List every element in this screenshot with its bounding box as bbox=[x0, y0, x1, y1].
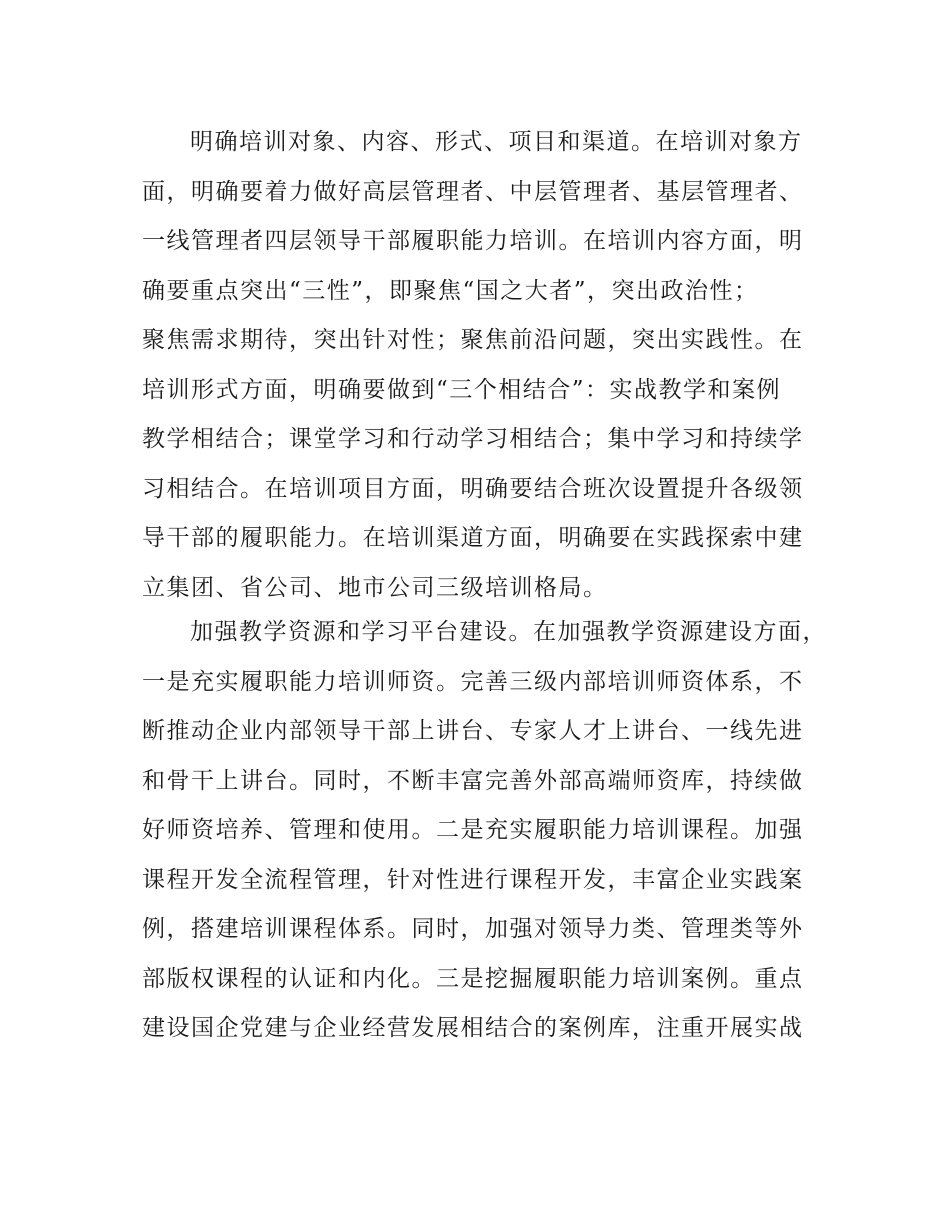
text-line: 明确培训对象、内容、形式、项目和渠道。在培训对象方 bbox=[190, 129, 803, 155]
text-line: 导干部的履职能力。在培训渠道方面，明确要在实践探索中建 bbox=[142, 525, 804, 551]
text-line: 一是充实履职能力培训师资。完善三级内部培训师资体系，不 bbox=[142, 668, 804, 695]
text-line: 立集团、省公司、地市公司三级培训格局。 bbox=[142, 574, 608, 601]
text-line: 例，搭建培训课程体系。同时，加强对领导力类、管理类等外 bbox=[142, 916, 804, 942]
text-line: 教学相结合；课堂学习和行动学习相结合；集中学习和持续学 bbox=[142, 426, 804, 452]
text-line: 好师资培养、管理和使用。二是充实履职能力培训课程。加强 bbox=[142, 817, 804, 843]
text-line: 加强教学资源和学习平台建设。在加强教学资源建设方面， bbox=[190, 619, 827, 645]
text-line: 断推动企业内部领导干部上讲台、专家人才上讲台、一线先进 bbox=[142, 718, 804, 744]
text-line: 一线管理者四层领导干部履职能力培训。在培训内容方面，明 bbox=[142, 228, 804, 254]
text-line: 聚焦需求期待，突出针对性；聚焦前沿问题，突出实践性。在 bbox=[142, 327, 804, 353]
paragraph-training-targets bbox=[142, 118, 812, 613]
text-line: 确要重点突出“三性”，即聚焦“国之大者”，突出政治性； bbox=[142, 277, 759, 304]
text-line: 课程开发全流程管理，针对性进行课程开发，丰富企业实践案 bbox=[142, 866, 804, 893]
text-line: 习相结合。在培训项目方面，明确要结合班次设置提升各级领 bbox=[142, 475, 804, 502]
text-line: 和骨干上讲台。同时，不断丰富完善外部高端师资库，持续做 bbox=[142, 767, 804, 794]
paragraph-teaching-resources bbox=[142, 608, 827, 1054]
text-line: 面，明确要着力做好高层管理者、中层管理者、基层管理者、 bbox=[142, 178, 804, 205]
text-line: 建设国企党建与企业经营发展相结合的案例库，注重开展实战 bbox=[142, 1015, 804, 1041]
text-line: 部版权课程的认证和内化。三是挖掘履职能力培训案例。重点 bbox=[142, 965, 804, 992]
text-line: 培训形式方面，明确要做到“三个相结合”：实战教学和案例 bbox=[142, 376, 782, 403]
